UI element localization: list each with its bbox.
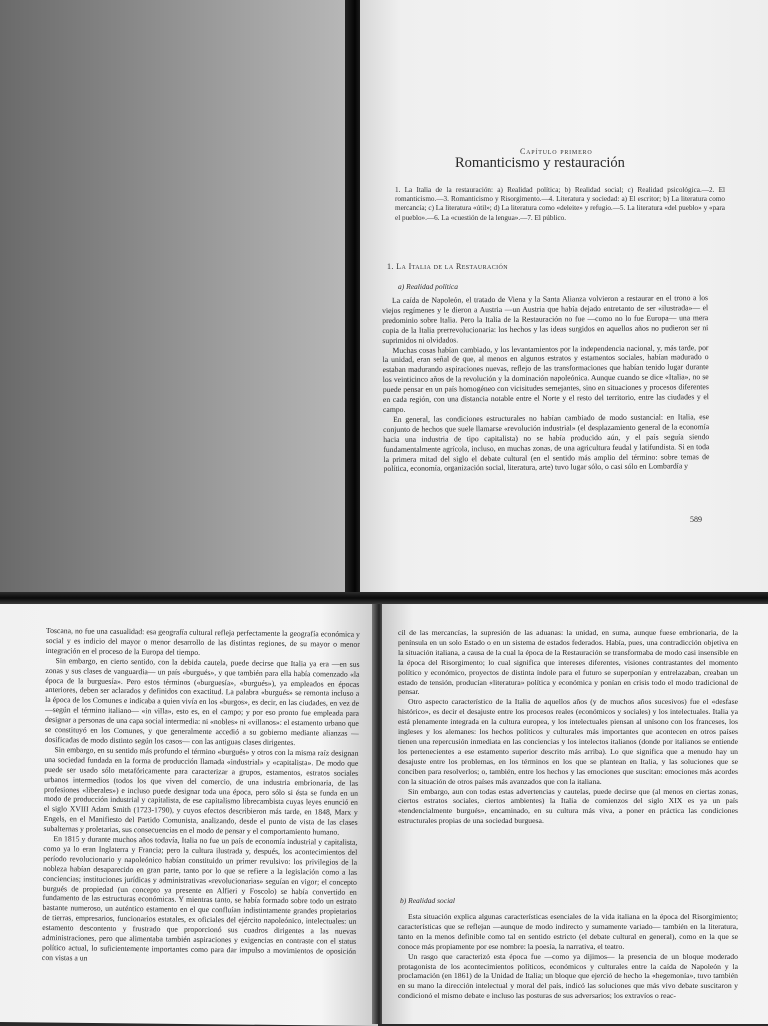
paragraph: La caída de Napoleón, el tratado de Viena y la Santa Alianza volvieron a restaurar en el trono a los viejos regímenes y le dieron a Austria —un Austria que había dejado entretanto de ser «ilustrada»— el predominio sobre Italia. Pero la Italia de la Restauración no fue —como no lo fue Europa— una mera copia de la Italia prerrevolucionaria: los hechos y las ideas surgidos en aquellos años no pudieron ser ni suprimidos ni olvidados.	[382, 293, 709, 345]
section-heading: 1. La Italia de la Restauración	[387, 262, 508, 271]
paragraph: Toscana, no fue una casualidad: esa geografía cultural refleja perfectamente la geografía económica y social y es indicio del mayor o menor desarrollo de las distintas regiones, de su mayor o menor integración en el proceso de la Europa del tiempo.	[45, 626, 360, 657]
left-page-top	[0, 0, 350, 600]
paragraph: Sin embargo, en su sentido más profundo el término «burgués» y otros con la misma raíz designan una sociedad fundada en la forma de producción llamada «industrial» y «capitalista». De modo que puede ser usado sólo metafóricamente para caracterizar a grupos, estamentos, estratos sociales urbanos intermedios (todos los que viven del comercio, de una industria embrionaria, de las profesiones «liberales») e incluso puede designar toda una época, pero sólo si ésta se funda en un modo de producción industrial y capitalista, de ese capitalismo librecambista cuyas leyes enunció en el siglo XVIII Adam Smith (1723-1790), y cuyos efectos describieron más tarde, en 1848, Marx y Engels, en el Manifiesto del Partido Comunista, analizando, desde el punto de vista de las clases subalternas y proletarias, sus consecuencias en el modo de pensar y el comportamiento humano.	[43, 744, 359, 837]
bottom-left-body	[42, 626, 360, 967]
subsection-heading: a) Realidad política	[398, 282, 458, 291]
paragraph: Otro aspecto característico de la Italia de aquellos años (y de muchos años sucesivos) fue el «desfase histórico», es decir el desajuste entre los procesos reales (económicos y sociales) y los intelectuales. Italia ya está plenamente integrada en la cultura europea, y los intelectuales piensan al unísono con los franceses, los ingleses y los alemanes: los hechos políticos y culturales más importantes que acontecen en otros países tienen una repercusión inmediata en las conciencias y los intelectos italianos (donde por italianos se entiende los pertenecientes a ese estamento superior descrito más arriba). Lo que significa que a menudo hay un desajuste entre los problemas, en los términos en los que se plantean en Italia, y las soluciones que se conciben para resolverlos; o, también, entre los hechos y las emociones que suscitan: emociones más acordes con la situación de otros países más avanzados que con la italiana.	[398, 697, 738, 786]
chapter-contents: 1. La Italia de la restauración: a) Realidad política; b) Realidad social; c) Realidad psicológica.—2. El romanticismo.—3. Romanticismo y Risorgimento.—4. Literatura y sociedad: a) El escritor; b) La literatura como mercancía; c) La literatura «útil»; d) La literatura como «deleite» y refugio.—5. La literatura «del pueblo» y «para el pueblo».—6. La «cuestión de la lengua».—7. El público.	[395, 186, 725, 222]
paragraph: cil de las mercancías, la supresión de las aduanas: la unidad, en suma, aunque fuese embrionaria, de la península en un solo Estado o en un sistema de estados federados. Había, pues, una contradicción objetiva en la situación italiana, a causa de la cual la época de la Restauración se transformaba de modo casi insensible en la época del Risorgimento; lo cual significa que intereses diferentes, visiones contrastantes del momento político y económico, proyectos de distinta índole para el futuro se superponían y entrelazaban, creaban un estado de tensión, producían «literatura» política y económica y ponían en crisis todo el modo tradicional de pensar.	[398, 628, 738, 697]
top-right-body	[382, 293, 710, 474]
paragraph: En general, las condiciones estructurales no habían cambiado de modo sustancial: en Italia, ese conjunto de hechos que suele llamarse «revolución industrial» (el desplazamiento general de la economía hacia una industria de tipo capitalista) no se había producido aún, y el país seguía siendo fundamentalmente agrícola, incluso, en muchas zonas, de una agricultura feudal y latifundista. Si en toda la primera mitad del siglo el debate cultural (en el sentido más amplio del término: sobre temas de política, economía, organización social, literatura, arte) tuvo lugar sólo, o casi sólo en Lombardía y	[383, 412, 710, 474]
scan-seam	[0, 592, 768, 604]
paragraph: Esta situación explica algunas características esenciales de la vida italiana en la época del Risorgimiento; características que se reflejan —aunque de modo indirecto y sumamente variado— también en la literatura, tanto en la menos definible como tal en sentido estricto (el debate cultural en general), como en la que se conoce más propiamente por ese nombre: la poesía, la narrativa, el teatro.	[398, 912, 738, 951]
paragraph: Sin embargo, aun con todas estas advertencias y cautelas, puede decirse que (al menos en ciertas zonas, ciertos estratos sociales, ciertos ambientes) la Italia de comienzos del siglo XIX es ya un país «tendencialmente burgués», encaminado, en su cultura más viva, a poner en práctica las condiciones estructurales propias de una sociedad burguesa.	[398, 786, 738, 826]
paragraph: Sin embargo, en cierto sentido, con la debida cautela, puede decirse que Italia ya era —en sus zonas y sus clases de vanguardia— un país «burgués», y que también para ella había comenzado «la época de la burguesía». Pero estos términos («burguesía», «burgués»), ya empleados en épocas anteriores, deben ser aclarados y definidos con exactitud. La palabra «burgués» se remonta incluso a la época de los Comunes e indicaba a quien vivía en los «burgos», es decir, en las ciudades, en vez de —según el término italiano— «in villa», esto es, en el campo; y por eso pronto fue empleada para designar a personas de una capa social intermedia: ni «nobles» ni «villanos»: el estamento urbano que se constituyó en los Comunes, y que generalmente accedió a su gobierno mediante alianzas —dosificadas de modo distinto según los casos— con las antiguas clases dirigentes.	[44, 655, 360, 748]
bottom-right-body	[398, 628, 738, 826]
paragraph: Muchas cosas habían cambiado, y los levantamientos por la independencia nacional, y, más tarde, por la unidad, eran señal de que, al menos en algunos estratos y estamentos sociales, habían madurado o estaban madurando aspiraciones nuevas, reflejo de las transformaciones que habían tenido lugar durante los veinticinco años de la revolución y la dominación napoleónica. Aunque cuando se dice «Italia», no se puede pensar en un país homogéneo con vicisitudes semejantes, sino en situaciones y procesos diferentes en cada región, con una distancia notable entre el Norte y el resto del territorio, entre las ciudades y el campo.	[382, 342, 709, 414]
subsection-heading-social: b) Realidad social	[400, 896, 455, 905]
paragraph: Un rasgo que caracterizó esta época fue —como ya dijimos— la presencia de un bloque moderado protagonista de los acontecimientos políticos, económicos y culturales entre la caída de Napoleón y la proclamación (en 1861) de la Unidad de Italia; un bloque que ejerció de hecho la «hegemonía», tuvo también en su mano la dirección intelectual y moral del país, indicó las soluciones que más vivo debate suscitaron y condicionó el mismo debate e incluso las posturas de sus adversarios; los extravíos o reac-	[398, 951, 738, 1001]
chapter-label: Capítulo primero	[520, 147, 593, 156]
page-number: 589	[690, 515, 702, 524]
chapter-title: Romanticismo y restauración	[455, 155, 625, 171]
bottom-right-body-2	[398, 912, 738, 1001]
paragraph: En 1815 y durante muchos años todavía, Italia no fue un país de economía industrial y capitalista, como ya lo eran Inglaterra y Francia; pero la cultura ilustrada y, después, los acontecimientos del período revolucionario y napoleónico habían constituido un primer revulsivo: los privilegios de la nobleza habían desaparecido en gran parte, tanto por lo que se refiere a la legislación como a las conciencias; instituciones jurídicas y administrativas «revolucionarias» seguían en vigor; el concepto burgués de propiedad (un concepto ya presente en Alfieri y Foscolo) se había convertido en fundamento de las estructuras económicas. Y mientras tanto, se había formado sobre todo un estrato bastante numeroso, un auténtico estamento en el que confluían indistintamente grandes propietarios de tierras, empresarios, funcionarios estatales, ex oficiales del ejército napoleónico, intelectuales: un estamento descontento y frustrado que proporcionó sus cuadros dirigentes a las nuevas administraciones, pero que alimentaba también aspiraciones y exigencias en contraste con el status político actual, lo suficientemente importantes como para dar impulso a movimientos de oposición con vistas a un	[41, 834, 358, 963]
